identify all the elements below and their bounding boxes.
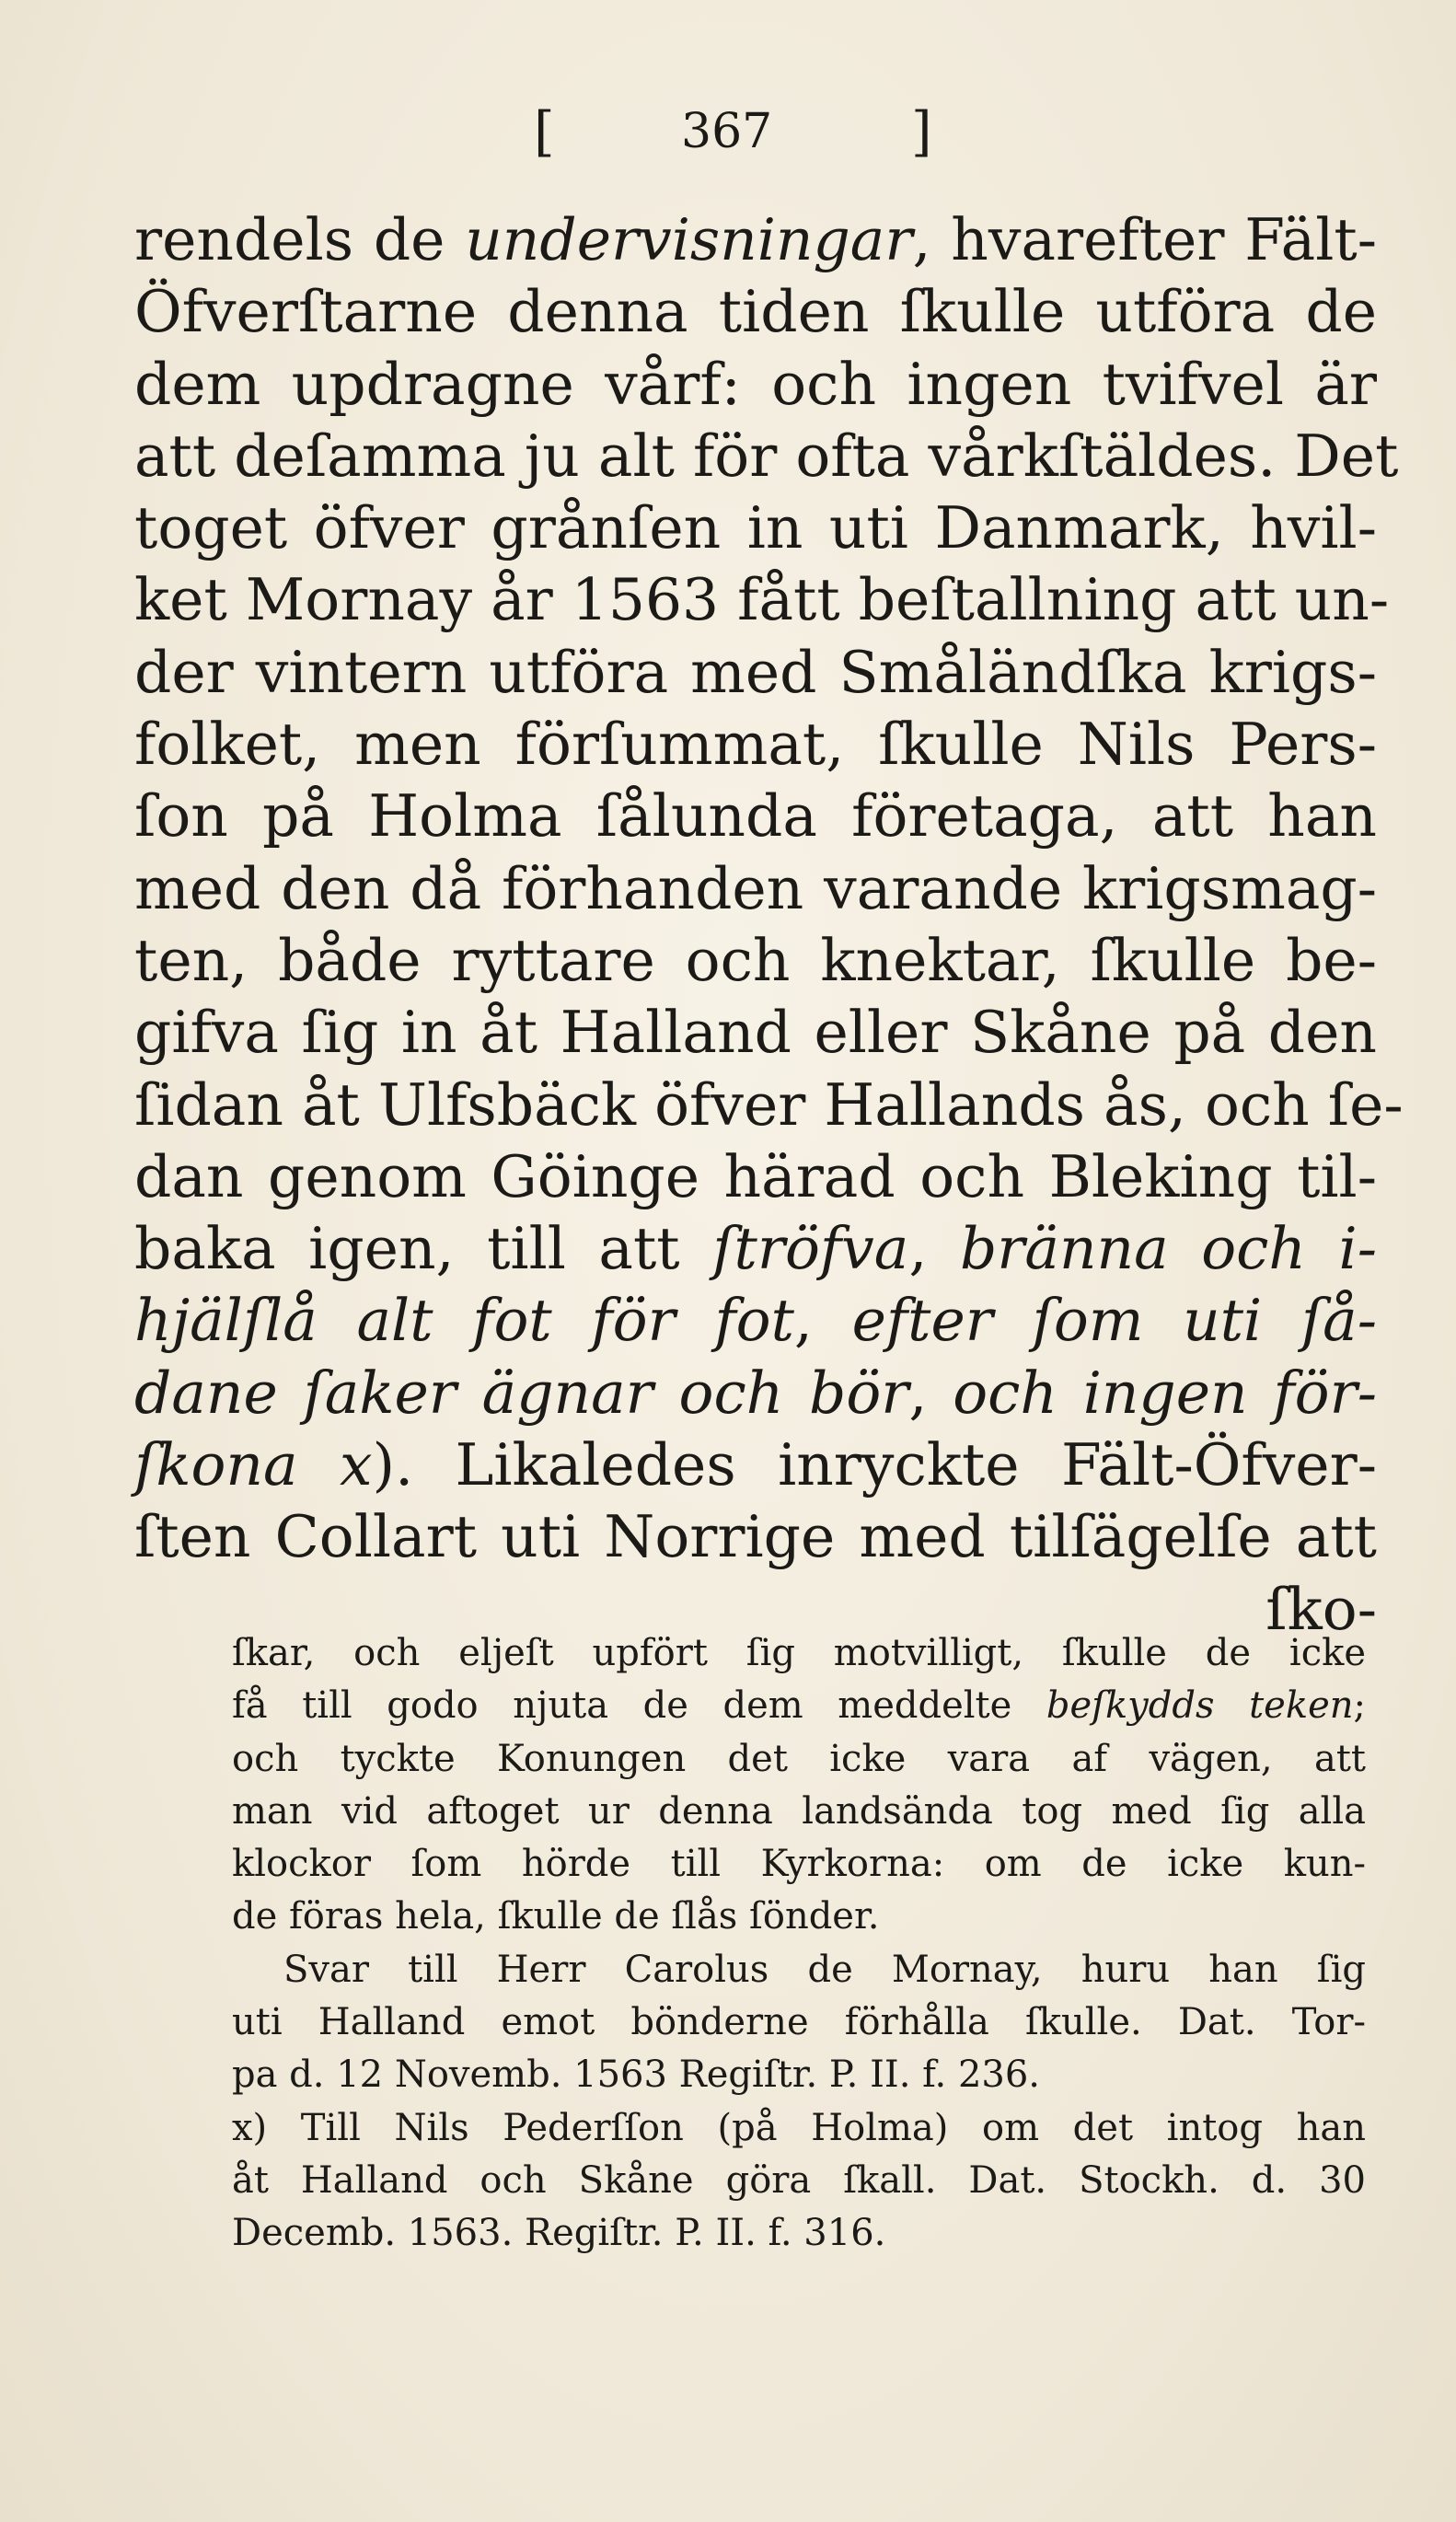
- body-line: [134, 853, 1377, 925]
- body-line: [134, 1358, 1377, 1429]
- text-run: pa d. 12 Novemb. 1563 Regiſtr. P. II. f. 236.: [232, 2053, 1041, 2097]
- text-run: man vid aftoget ur denna landsända tog med ſig alla: [232, 1789, 1366, 1833]
- text-run: Decemb. 1563. Regiſtr. P. II. f. 316.: [232, 2212, 886, 2255]
- body-line: [134, 925, 1377, 997]
- header-bracket-right: ]: [911, 100, 932, 163]
- text-run: åt Halland och Skåne göra ſkall. Dat. Stockh. d. 30: [232, 2158, 1366, 2202]
- body-line: [134, 421, 1399, 492]
- header-bracket-left: [: [534, 100, 555, 163]
- footnote-line: [232, 1733, 1366, 1786]
- text-run: ). Likaledes inryckte Fält-Öfver-: [372, 1431, 1377, 1499]
- italic-run: dane ſaker ägnar och bör: [134, 1359, 909, 1427]
- body-line: [134, 1070, 1404, 1141]
- footnote-line: [232, 2102, 1366, 2155]
- footnote-line: [232, 1680, 1366, 1732]
- body-line: [134, 997, 1377, 1069]
- body-line: [134, 1141, 1377, 1213]
- italic-run: ſtröfva: [712, 1215, 909, 1283]
- body-line: [134, 204, 1377, 276]
- text-run: der vintern utföra med Småländſka krigs-: [134, 638, 1377, 706]
- page-header: [534, 99, 939, 164]
- body-line: [134, 1429, 1377, 1501]
- body-line: [134, 564, 1390, 636]
- text-run: ſten Collart uti Norrige med tilſägelſe att: [134, 1503, 1377, 1571]
- italic-run: hjälſlå alt fot för fot: [134, 1287, 794, 1355]
- text-run: de föras hela, ſkulle de ſlås ſönder.: [232, 1895, 880, 1938]
- body-line: [134, 349, 1377, 421]
- italic-run: bränna och i-: [959, 1215, 1377, 1283]
- text-run: ſko-: [1265, 1575, 1377, 1643]
- body-text: [134, 204, 1404, 1646]
- text-run: , hvarefter Fält-: [912, 206, 1377, 273]
- text-run: folket, men förſummat, ſkulle Nils Pers-: [134, 711, 1377, 779]
- footnote-line: [232, 1891, 1366, 1943]
- text-run: baka igen, till att: [134, 1215, 713, 1283]
- text-run: Öfverſtarne denna tiden ſkulle utföra de: [134, 278, 1377, 346]
- body-line: [134, 1285, 1377, 1357]
- text-run: gifva ſig in åt Halland eller Skåne på den: [134, 999, 1377, 1067]
- italic-run: ſkona x: [134, 1431, 373, 1499]
- page-number: 367: [681, 104, 773, 159]
- text-run: ſkar, och eljeſt upfört ſig motvilligt, ſkulle de icke: [232, 1632, 1366, 1674]
- text-run: klockor ſom hörde till Kyrkorna: om de icke kun-: [232, 1843, 1366, 1886]
- text-run: ,: [908, 1359, 953, 1427]
- body-line: [134, 781, 1377, 852]
- text-run: ket Mornay år 1563 fått beſtallning att un-: [134, 566, 1390, 634]
- body-line: [134, 276, 1377, 348]
- text-run: Svar till Herr Carolus de Mornay, huru han ſig: [283, 1948, 1366, 1991]
- footnote-line: [232, 2155, 1366, 2207]
- footnote-line: [232, 2049, 1366, 2101]
- text-run: dan genom Göinge härad och Bleking til-: [134, 1142, 1377, 1210]
- footnote-line: [232, 1838, 1366, 1891]
- footnote-line: [232, 1627, 1366, 1680]
- body-line: [134, 1501, 1377, 1573]
- italic-run: beſkydds teken: [1046, 1684, 1354, 1728]
- text-run: dem updragne vårf: och ingen tvifvel är: [134, 350, 1377, 418]
- text-run: ſon på Holma ſålunda företaga, att han: [134, 782, 1377, 850]
- text-run: rendels de: [134, 206, 466, 273]
- text-run: få till godo njuta de dem meddelte: [232, 1684, 1046, 1728]
- text-run: och tyckte Konungen det icke vara af vägen, att: [232, 1737, 1366, 1780]
- text-run: ;: [1353, 1684, 1366, 1728]
- body-line: [134, 1213, 1377, 1285]
- italic-run: och ingen för-: [953, 1359, 1377, 1427]
- italic-run: efter ſom uti ſå-: [851, 1287, 1377, 1355]
- text-run: x) Till Nils Pederſſon (på Holma) om det intog han: [232, 2106, 1366, 2149]
- footnote-line: [232, 2207, 1366, 2260]
- body-line: [134, 492, 1377, 564]
- text-run: toget öfver grånſen in uti Danmark, hvil-: [134, 494, 1377, 562]
- text-run: ,: [908, 1215, 960, 1283]
- text-run: ten, både ryttare och knektar, ſkulle be-: [134, 926, 1377, 994]
- body-line: [134, 637, 1377, 709]
- body-line: [134, 709, 1377, 781]
- text-run: att deſamma ju alt för ofta vårkſtäldes. Det: [134, 422, 1399, 490]
- footnote-line: [232, 1786, 1366, 1838]
- text-run: ſidan åt Ulfsbäck öfver Hallands ås, och ſe-: [134, 1070, 1404, 1139]
- text-run: uti Halland emot bönderne förhålla ſkulle. Dat. Tor-: [232, 2001, 1366, 2044]
- text-run: ,: [793, 1287, 852, 1355]
- footnote-line: [232, 1996, 1366, 2049]
- text-run: med den då förhanden varande krigsmag-: [134, 854, 1377, 922]
- footnotes: [232, 1627, 1366, 2261]
- italic-run: undervisningar: [465, 206, 913, 273]
- footnote-line: [232, 1944, 1366, 1996]
